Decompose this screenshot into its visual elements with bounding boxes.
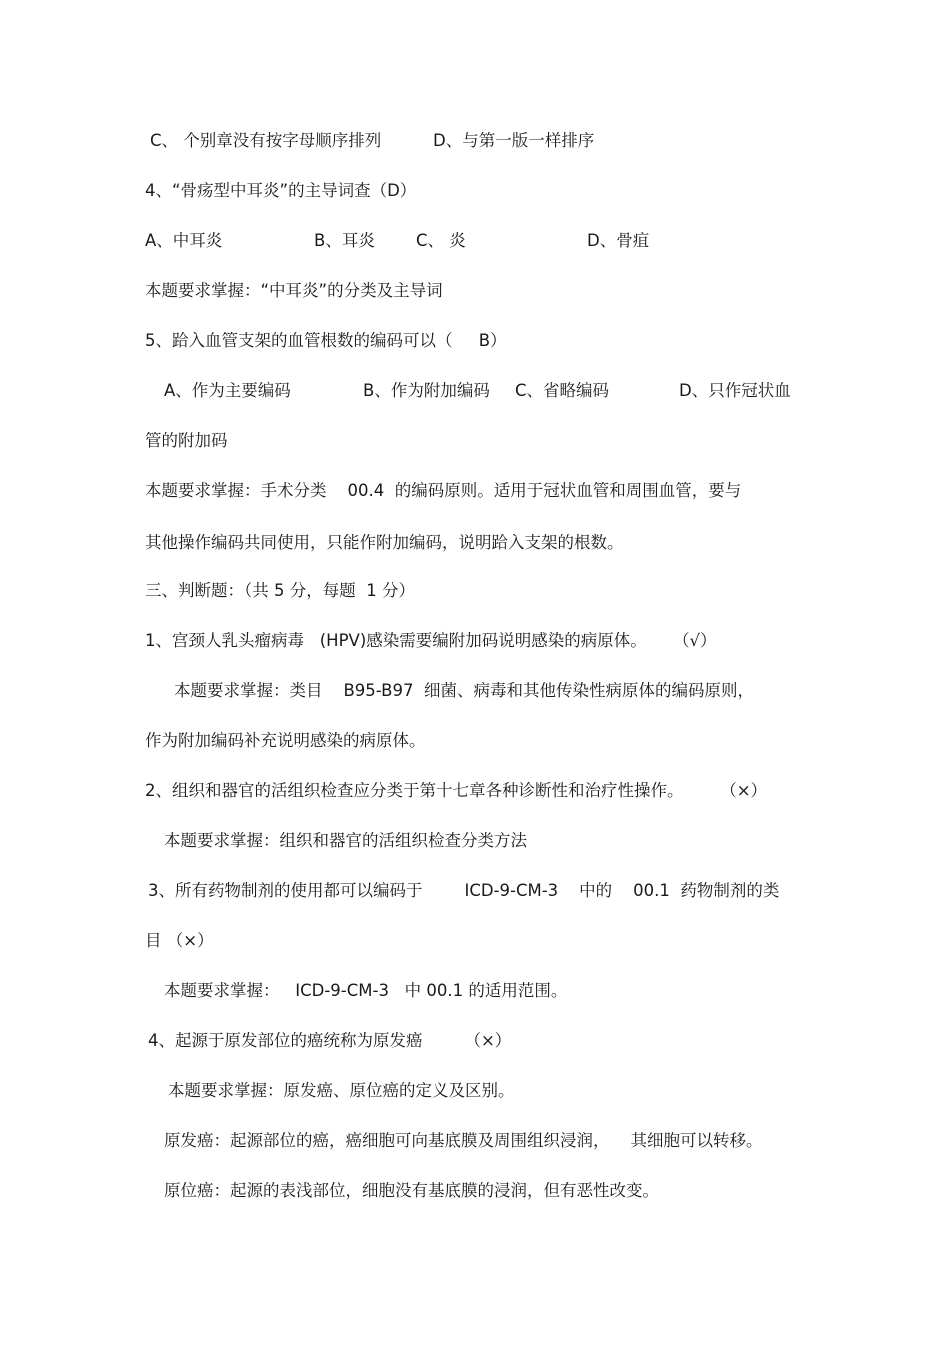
- q5-option-d: D、只作冠状血: [679, 381, 791, 400]
- q3-option-c: C、 个别章没有按字母顺序排列: [150, 131, 382, 150]
- q4-option-a: A、中耳炎: [145, 231, 223, 250]
- section3-title: 三、判断题：（共 5 分，每题 1 分）: [145, 581, 415, 600]
- tf2-note: 本题要求掌握：组织和器官的活组织检查分类方法: [164, 831, 527, 850]
- tf1-note-line1: 本题要求掌握：类目 B95-B97 细菌、病毒和其他传染性病原体的编码原则，: [174, 681, 754, 700]
- tf4-definition-in-situ: 原位癌：起源的表浅部位，细胞没有基底膜的浸润，但有恶性改变。: [164, 1181, 659, 1200]
- q5-note-line1: 本题要求掌握：手术分类 00.4 的编码原则。适用于冠状血管和周围血管，要与: [145, 481, 742, 500]
- tf3-stem: 3、所有药物制剂的使用都可以编码于 ICD-9-CM-3 中的 00.1 药物制剂的类: [148, 881, 780, 900]
- tf1-stem: 1、宫颈人乳头瘤病毒 (HPV)感染需要编附加码说明感染的病原体。 （√）: [145, 631, 717, 650]
- q5-note-line2: 其他操作编码共同使用，只能作附加编码，说明跲入支架的根数。: [145, 533, 624, 552]
- q5-stem: 5、跲入血管支架的血管根数的编码可以（ B）: [145, 331, 507, 350]
- tf4-stem: 4、起源于原发部位的癌统称为原发癌 （×）: [148, 1031, 512, 1050]
- tf4-note: 本题要求掌握：原发癌、原位癌的定义及区别。: [168, 1081, 515, 1100]
- q4-option-b: B、耳炎: [314, 231, 375, 250]
- tf2-stem: 2、组织和器官的活组织检查应分类于第十七章各种诊断性和治疗性操作。 （×）: [145, 781, 768, 800]
- q5-option-b: B、作为附加编码: [363, 381, 490, 400]
- tf3-note: 本题要求掌握： ICD-9-CM-3 中 00.1 的适用范围。: [164, 981, 568, 1000]
- q5-option-d-cont: 管的附加码: [145, 431, 228, 450]
- q4-option-d: D、骨疽: [587, 231, 650, 250]
- tf3-stem-cont: 目 （×）: [145, 931, 214, 950]
- tf4-definition-primary: 原发癌：起源部位的癌，癌细胞可向基底膜及周围组织浸润， 其细胞可以转移。: [164, 1131, 763, 1150]
- q5-option-a: A、作为主要编码: [164, 381, 291, 400]
- q4-stem: 4、“骨疡型中耳炎”的主导词查（D）: [145, 181, 417, 200]
- q4-option-c: C、 炎: [416, 231, 466, 250]
- q4-note: 本题要求掌握：“中耳炎”的分类及主导词: [145, 281, 443, 300]
- q3-option-d: D、与第一版一样排序: [433, 131, 595, 150]
- tf1-note-line2: 作为附加编码补充说明感染的病原体。: [145, 731, 426, 750]
- q5-option-c: C、省略编码: [515, 381, 610, 400]
